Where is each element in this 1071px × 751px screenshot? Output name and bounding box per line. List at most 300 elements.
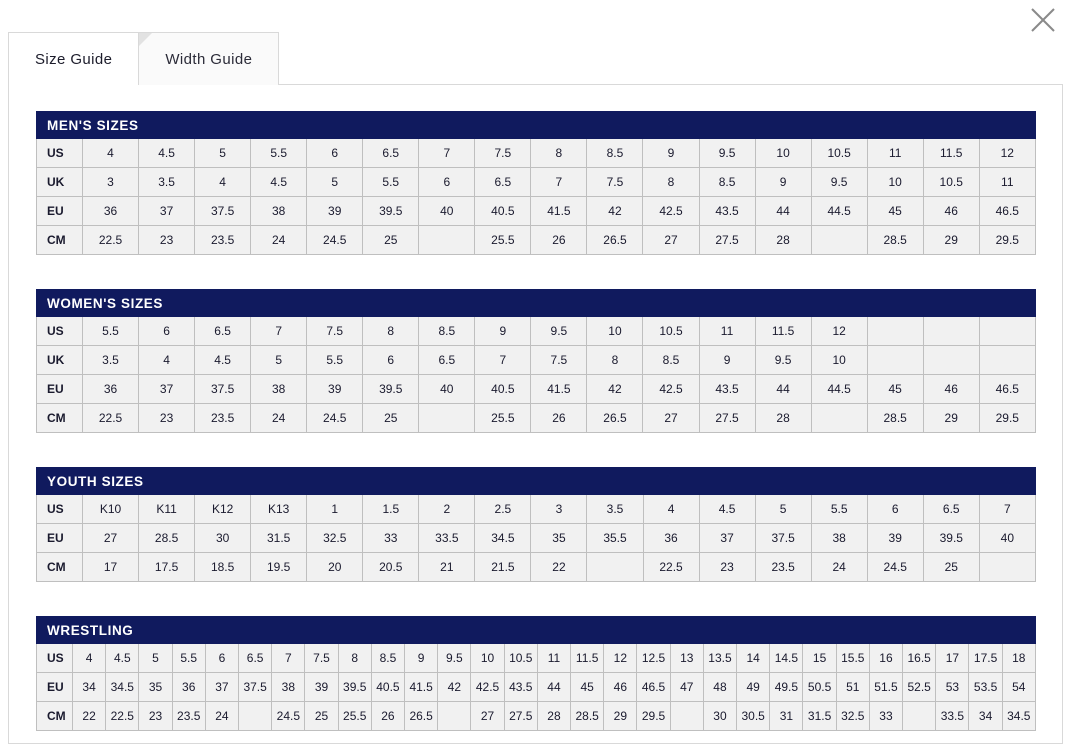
- size-cell: 6.5: [419, 346, 475, 375]
- size-cell: 40: [419, 197, 475, 226]
- size-cell: 37: [699, 524, 755, 553]
- size-cell: 4: [83, 139, 139, 168]
- table-header-cell: [139, 617, 172, 644]
- table-header-cell: [969, 617, 1002, 644]
- size-cell: 23: [699, 553, 755, 582]
- size-cell: 37.5: [239, 673, 272, 702]
- size-cell: 10: [471, 644, 504, 673]
- size-cell: 39.5: [363, 197, 419, 226]
- size-cell: 24: [251, 404, 307, 433]
- size-cell: 5: [755, 495, 811, 524]
- size-cell: 14.5: [770, 644, 803, 673]
- size-cell: 1.5: [363, 495, 419, 524]
- size-cell: 17.5: [139, 553, 195, 582]
- size-cell: 44.5: [811, 197, 867, 226]
- size-cell: 7: [272, 644, 305, 673]
- size-cell: 29.5: [979, 226, 1035, 255]
- size-cell: 17.5: [969, 644, 1002, 673]
- table-header-cell: [475, 468, 531, 495]
- table-header-cell: [438, 617, 471, 644]
- table-header-cell: [363, 468, 419, 495]
- size-cell: 41.5: [405, 673, 438, 702]
- tab-size-guide[interactable]: [8, 32, 139, 85]
- table-header-cell: [571, 617, 604, 644]
- size-cell: K12: [195, 495, 251, 524]
- size-cell: 8.5: [371, 644, 404, 673]
- table-header-cell: [923, 112, 979, 139]
- tab-strip: [8, 32, 279, 85]
- row-label: CM: [37, 553, 83, 582]
- size-cell: 25: [923, 553, 979, 582]
- size-cell: 40.5: [475, 375, 531, 404]
- size-cell: 12: [604, 644, 637, 673]
- size-cell: 25: [363, 226, 419, 255]
- table-header-cell: [867, 468, 923, 495]
- close-icon[interactable]: [1025, 2, 1061, 38]
- size-cell: 6.5: [923, 495, 979, 524]
- size-cell: 29: [604, 702, 637, 731]
- size-cell: 37: [139, 375, 195, 404]
- size-cell: 27: [471, 702, 504, 731]
- size-cell: 14: [737, 644, 770, 673]
- table-row: [37, 673, 1036, 702]
- size-cell: 39.5: [923, 524, 979, 553]
- table-header-cell: [803, 617, 836, 644]
- size-cell: 5: [251, 346, 307, 375]
- size-cell: 27.5: [504, 702, 537, 731]
- tab-size-guide-label: Size Guide: [35, 50, 113, 68]
- size-cell: 5.5: [172, 644, 205, 673]
- size-cell: 26: [371, 702, 404, 731]
- table-title: WRESTLING: [37, 617, 139, 644]
- size-cell: 28: [755, 404, 811, 433]
- size-cell: 39.5: [363, 375, 419, 404]
- size-cell: 25: [363, 404, 419, 433]
- size-cell: 42: [438, 673, 471, 702]
- size-cell: 36: [172, 673, 205, 702]
- size-cell: 27.5: [699, 404, 755, 433]
- size-cell: 4.5: [699, 495, 755, 524]
- size-cell: 41.5: [531, 197, 587, 226]
- table-header-cell: [419, 468, 475, 495]
- table-header-cell: [587, 468, 643, 495]
- size-cell: 21: [419, 553, 475, 582]
- size-cell: 44: [755, 197, 811, 226]
- size-cell: 29: [923, 226, 979, 255]
- size-cell: 36: [643, 524, 699, 553]
- size-cell: 5.5: [83, 317, 139, 346]
- size-cell: 7: [475, 346, 531, 375]
- size-cell: [923, 346, 979, 375]
- tab-width-guide[interactable]: [138, 32, 279, 85]
- size-cell: 5.5: [307, 346, 363, 375]
- size-cell: 20: [307, 553, 363, 582]
- table-header-cell: [239, 617, 272, 644]
- table-header-cell: [405, 617, 438, 644]
- size-cell: K10: [83, 495, 139, 524]
- size-cell: 34: [969, 702, 1002, 731]
- size-cell: 7.5: [475, 139, 531, 168]
- size-cell: 11: [867, 139, 923, 168]
- size-cell: 24.5: [272, 702, 305, 731]
- table-header-cell: [979, 290, 1035, 317]
- table-row: [37, 139, 1036, 168]
- size-cell: 23.5: [195, 404, 251, 433]
- size-cell: 9: [643, 139, 699, 168]
- table-header-cell: [531, 468, 587, 495]
- row-label: EU: [37, 197, 83, 226]
- size-cell: 7.5: [307, 317, 363, 346]
- size-cell: 43.5: [699, 197, 755, 226]
- size-cell: 28.5: [867, 404, 923, 433]
- size-cell: 32.5: [836, 702, 869, 731]
- table-header-cell: [587, 290, 643, 317]
- size-cell: 27: [83, 524, 139, 553]
- size-cell: 32.5: [307, 524, 363, 553]
- size-cell: 49: [737, 673, 770, 702]
- size-cell: 26.5: [405, 702, 438, 731]
- table-row: [37, 644, 1036, 673]
- size-cell: 51.5: [869, 673, 902, 702]
- size-cell: 39: [867, 524, 923, 553]
- size-cell: 43.5: [504, 673, 537, 702]
- table-header-cell: [471, 617, 504, 644]
- table-header-cell: [811, 112, 867, 139]
- size-table: [36, 111, 1036, 255]
- table-header-cell: [504, 617, 537, 644]
- table-row: [37, 226, 1036, 255]
- size-cell: 5.5: [363, 168, 419, 197]
- table-header-cell: [737, 617, 770, 644]
- size-cell: 38: [272, 673, 305, 702]
- size-cell: 8: [587, 346, 643, 375]
- size-cell: 10: [867, 168, 923, 197]
- table-header-cell: [475, 112, 531, 139]
- size-cell: 26.5: [587, 404, 643, 433]
- size-cell: [419, 404, 475, 433]
- size-cell: 3: [531, 495, 587, 524]
- size-cell: 18: [1002, 644, 1035, 673]
- table-header-cell: [867, 112, 923, 139]
- table-header-cell: [363, 290, 419, 317]
- size-cell: 6: [419, 168, 475, 197]
- table-title: WOMEN'S SIZES: [37, 290, 307, 317]
- size-cell: 52.5: [903, 673, 936, 702]
- size-cell: 7.5: [587, 168, 643, 197]
- size-cell: 2: [419, 495, 475, 524]
- size-cell: 33.5: [936, 702, 969, 731]
- size-cell: 8: [338, 644, 371, 673]
- size-cell: 4: [195, 168, 251, 197]
- size-cell: K11: [139, 495, 195, 524]
- size-cell: 43.5: [699, 375, 755, 404]
- size-cell: 26.5: [587, 226, 643, 255]
- size-cell: 18.5: [195, 553, 251, 582]
- size-cell: 7: [251, 317, 307, 346]
- table-header-cell: [811, 290, 867, 317]
- size-cell: 10: [587, 317, 643, 346]
- size-cell: 54: [1002, 673, 1035, 702]
- row-label: US: [37, 317, 83, 346]
- size-cell: 42: [587, 197, 643, 226]
- table-header-cell: [305, 617, 338, 644]
- size-cell: 6.5: [239, 644, 272, 673]
- table-header-cell: [338, 617, 371, 644]
- size-cell: 10: [811, 346, 867, 375]
- size-cell: 30: [195, 524, 251, 553]
- size-cell: 3.5: [139, 168, 195, 197]
- size-cell: 16.5: [903, 644, 936, 673]
- row-label: EU: [37, 375, 83, 404]
- size-cell: 34.5: [106, 673, 139, 702]
- size-cell: 11.5: [923, 139, 979, 168]
- size-cell: 38: [251, 197, 307, 226]
- size-cell: 6.5: [363, 139, 419, 168]
- size-cell: 24: [205, 702, 238, 731]
- table-header-cell: [923, 290, 979, 317]
- table-header-cell: [755, 290, 811, 317]
- table-header-cell: [836, 617, 869, 644]
- size-cell: 8.5: [587, 139, 643, 168]
- row-label: UK: [37, 168, 83, 197]
- size-cell: [438, 702, 471, 731]
- size-cell: 25.5: [475, 226, 531, 255]
- size-cell: 12: [811, 317, 867, 346]
- size-cell: 36: [83, 197, 139, 226]
- table-header-cell: [699, 468, 755, 495]
- size-cell: 25: [305, 702, 338, 731]
- size-cell: 11: [699, 317, 755, 346]
- size-cell: 23: [139, 226, 195, 255]
- table-header-cell: [703, 617, 736, 644]
- size-cell: 9: [755, 168, 811, 197]
- table-header-cell: [979, 468, 1035, 495]
- table-header-cell: [363, 112, 419, 139]
- size-cell: 13.5: [703, 644, 736, 673]
- size-cell: 26: [531, 226, 587, 255]
- table-header-cell: [770, 617, 803, 644]
- row-label: US: [37, 644, 73, 673]
- size-cell: [979, 553, 1035, 582]
- size-cell: 11.5: [755, 317, 811, 346]
- size-cell: 22.5: [106, 702, 139, 731]
- row-label: US: [37, 139, 83, 168]
- size-cell: 3.5: [587, 495, 643, 524]
- size-cell: 23.5: [172, 702, 205, 731]
- size-cell: 12: [979, 139, 1035, 168]
- table-row: [37, 404, 1036, 433]
- size-cell: 37.5: [195, 197, 251, 226]
- size-cell: 28.5: [867, 226, 923, 255]
- size-cell: 9.5: [531, 317, 587, 346]
- size-cell: 2.5: [475, 495, 531, 524]
- tables-container: [9, 85, 1062, 731]
- size-cell: 40: [419, 375, 475, 404]
- size-cell: 46.5: [979, 375, 1035, 404]
- table-header-cell: [867, 290, 923, 317]
- size-cell: 35: [531, 524, 587, 553]
- table-header-cell: [755, 468, 811, 495]
- size-cell: 13: [670, 644, 703, 673]
- size-cell: 24.5: [307, 226, 363, 255]
- table-row: [37, 702, 1036, 731]
- size-cell: 8.5: [699, 168, 755, 197]
- size-cell: [903, 702, 936, 731]
- size-cell: 10.5: [811, 139, 867, 168]
- size-cell: 8.5: [643, 346, 699, 375]
- size-cell: 5: [195, 139, 251, 168]
- size-cell: 6: [205, 644, 238, 673]
- size-cell: 8: [531, 139, 587, 168]
- tab-width-guide-label: Width Guide: [165, 50, 253, 68]
- size-cell: 34: [73, 673, 106, 702]
- size-cell: 44: [537, 673, 570, 702]
- size-cell: 6: [867, 495, 923, 524]
- size-cell: 45: [867, 375, 923, 404]
- size-cell: [979, 346, 1035, 375]
- size-cell: 24: [251, 226, 307, 255]
- size-cell: 9: [699, 346, 755, 375]
- size-cell: K13: [251, 495, 307, 524]
- size-cell: 9: [475, 317, 531, 346]
- size-cell: 38: [811, 524, 867, 553]
- size-cell: 42: [587, 375, 643, 404]
- size-cell: [811, 404, 867, 433]
- size-cell: 45: [571, 673, 604, 702]
- size-cell: 28.5: [139, 524, 195, 553]
- size-cell: 3: [83, 168, 139, 197]
- size-cell: 34.5: [1002, 702, 1035, 731]
- table-header-cell: [1002, 617, 1035, 644]
- size-cell: 6: [363, 346, 419, 375]
- size-cell: 50.5: [803, 673, 836, 702]
- size-cell: 44: [755, 375, 811, 404]
- size-cell: 6.5: [475, 168, 531, 197]
- size-cell: 3.5: [83, 346, 139, 375]
- size-cell: 39: [307, 197, 363, 226]
- size-cell: 33: [869, 702, 902, 731]
- size-cell: 20.5: [363, 553, 419, 582]
- table-header-cell: [923, 468, 979, 495]
- size-cell: 30: [703, 702, 736, 731]
- size-cell: 25.5: [475, 404, 531, 433]
- size-cell: 15.5: [836, 644, 869, 673]
- size-cell: 5: [307, 168, 363, 197]
- table-header-cell: [811, 468, 867, 495]
- size-cell: [867, 346, 923, 375]
- size-cell: 31.5: [251, 524, 307, 553]
- table-row: [37, 317, 1036, 346]
- size-cell: [419, 226, 475, 255]
- size-guide-panel: [8, 84, 1063, 744]
- size-table: [36, 289, 1036, 433]
- size-cell: [867, 317, 923, 346]
- table-row: [37, 553, 1036, 582]
- table-title: YOUTH SIZES: [37, 468, 307, 495]
- size-cell: 17: [936, 644, 969, 673]
- size-cell: 48: [703, 673, 736, 702]
- size-cell: 22.5: [83, 226, 139, 255]
- size-cell: 9.5: [755, 346, 811, 375]
- size-cell: 11: [979, 168, 1035, 197]
- table-header-cell: [643, 112, 699, 139]
- size-cell: 10: [755, 139, 811, 168]
- size-cell: 33: [363, 524, 419, 553]
- row-label: US: [37, 495, 83, 524]
- size-cell: 34.5: [475, 524, 531, 553]
- size-cell: 16: [869, 644, 902, 673]
- row-label: CM: [37, 404, 83, 433]
- size-cell: [811, 226, 867, 255]
- size-cell: 6: [307, 139, 363, 168]
- size-cell: 45: [867, 197, 923, 226]
- table-header-cell: [699, 112, 755, 139]
- size-cell: 42.5: [643, 197, 699, 226]
- size-cell: 36: [83, 375, 139, 404]
- size-cell: 31: [770, 702, 803, 731]
- table-header-cell: [272, 617, 305, 644]
- size-cell: 22: [73, 702, 106, 731]
- table-row: [37, 197, 1036, 226]
- size-cell: 22.5: [643, 553, 699, 582]
- table-header-cell: [172, 617, 205, 644]
- size-cell: 4: [139, 346, 195, 375]
- size-cell: 19.5: [251, 553, 307, 582]
- size-cell: 39: [307, 375, 363, 404]
- size-cell: 29.5: [979, 404, 1035, 433]
- row-label: EU: [37, 673, 73, 702]
- size-cell: 28: [537, 702, 570, 731]
- size-cell: 28: [755, 226, 811, 255]
- size-cell: 37: [139, 197, 195, 226]
- size-cell: [923, 317, 979, 346]
- table-row: [37, 524, 1036, 553]
- table-header-cell: [869, 617, 902, 644]
- table-header-cell: [643, 290, 699, 317]
- size-table: [36, 467, 1036, 582]
- size-cell: 41.5: [531, 375, 587, 404]
- size-cell: 42.5: [643, 375, 699, 404]
- size-cell: 4.5: [106, 644, 139, 673]
- size-cell: 23: [139, 702, 172, 731]
- table-row: [37, 375, 1036, 404]
- table-header-cell: [979, 112, 1035, 139]
- size-cell: 29: [923, 404, 979, 433]
- size-cell: 33.5: [419, 524, 475, 553]
- row-label: EU: [37, 524, 83, 553]
- size-cell: 29.5: [637, 702, 670, 731]
- table-header-cell: [643, 468, 699, 495]
- size-cell: 53: [936, 673, 969, 702]
- table-row: [37, 168, 1036, 197]
- size-cell: 12.5: [637, 644, 670, 673]
- size-cell: 24: [811, 553, 867, 582]
- size-cell: [587, 553, 643, 582]
- size-cell: 21.5: [475, 553, 531, 582]
- size-cell: 35: [139, 673, 172, 702]
- size-cell: 4: [73, 644, 106, 673]
- size-cell: 7.5: [531, 346, 587, 375]
- size-cell: 5: [139, 644, 172, 673]
- row-label: CM: [37, 702, 73, 731]
- size-cell: 37.5: [755, 524, 811, 553]
- table-header-cell: [205, 617, 238, 644]
- size-cell: 10.5: [504, 644, 537, 673]
- table-header-cell: [531, 112, 587, 139]
- table-header-cell: [637, 617, 670, 644]
- size-cell: 7.5: [305, 644, 338, 673]
- size-cell: 24.5: [307, 404, 363, 433]
